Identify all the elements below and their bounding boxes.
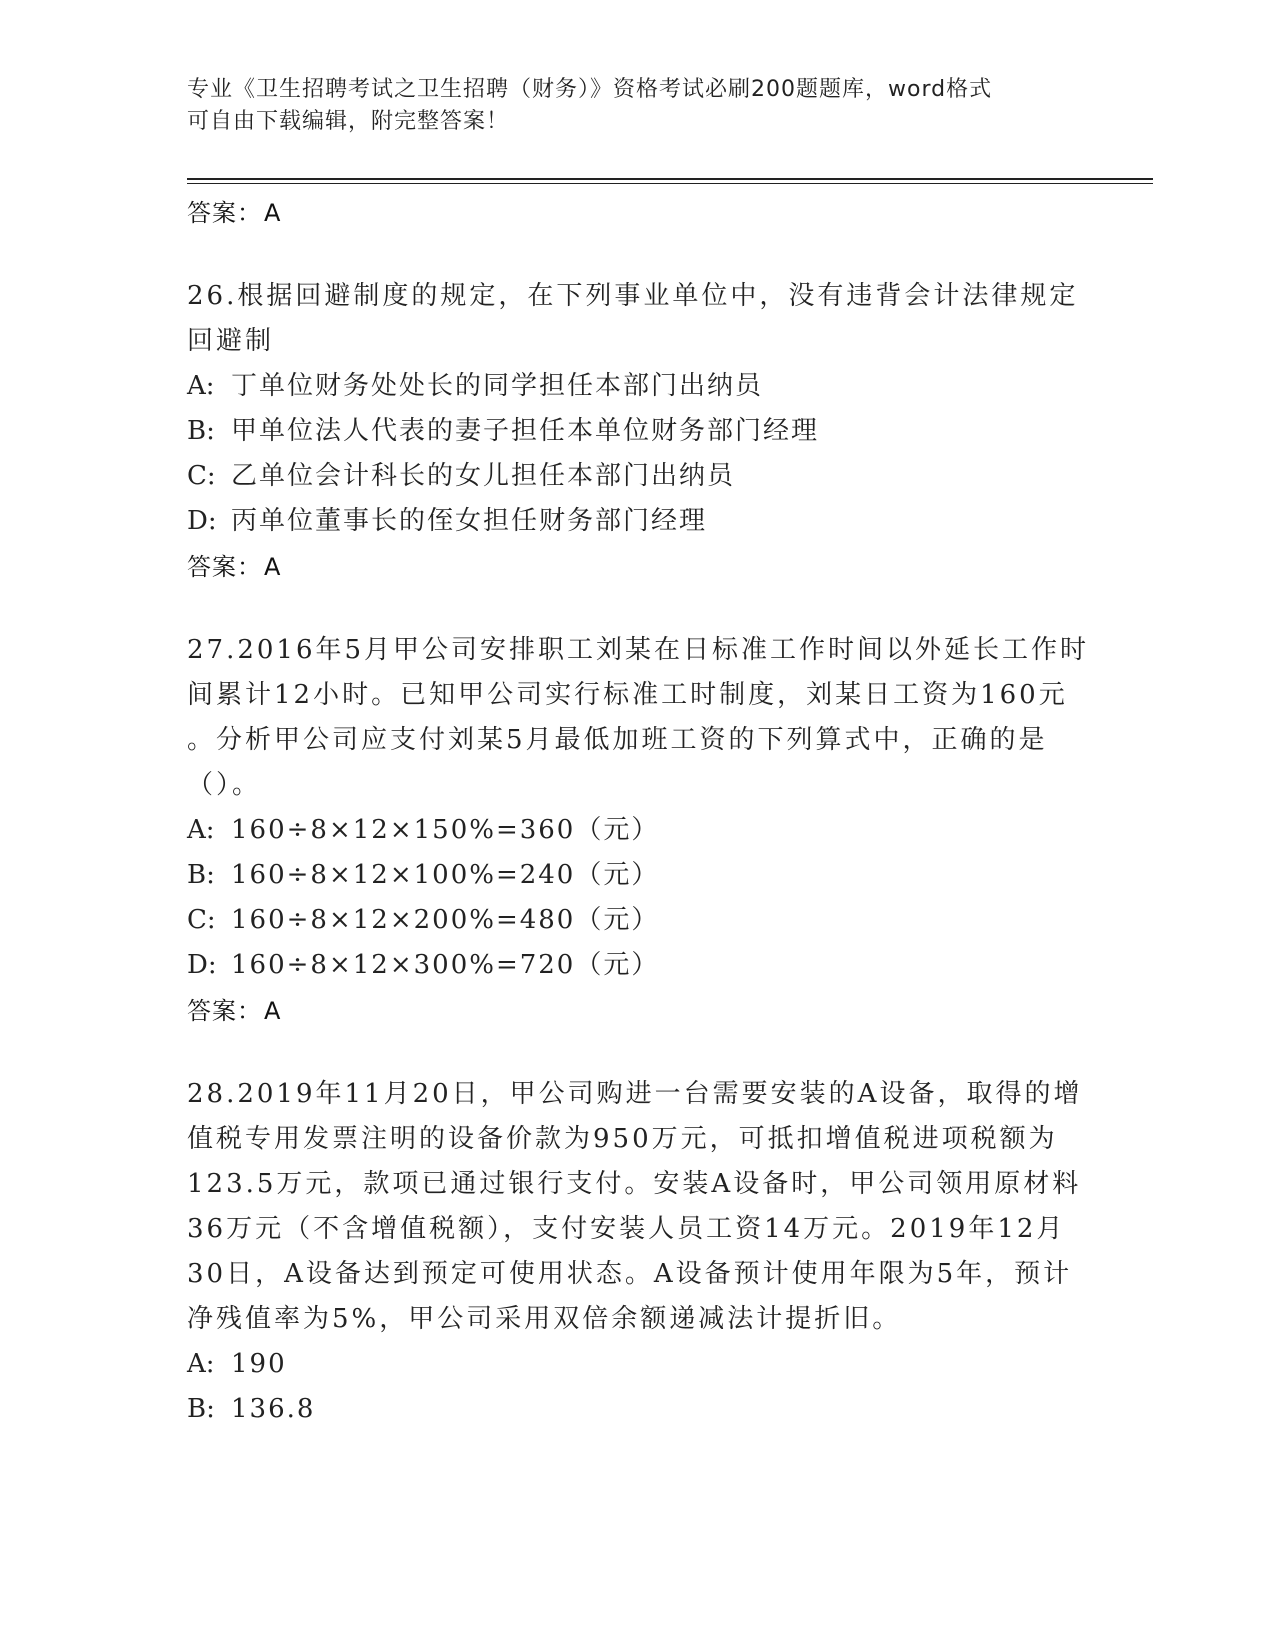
stem-line: 28.2019年11月20日，甲公司购进一台需要安装的A设备，取得的增 <box>187 1079 1083 1109</box>
option-b <box>187 1387 1087 1432</box>
header-line-2: 可自由下载编辑，附完整答案！ <box>187 109 510 134</box>
question-28 <box>187 1072 1087 1432</box>
question-26 <box>187 274 1087 590</box>
option-key: A: <box>187 815 215 845</box>
header-rule-thick <box>187 178 1153 180</box>
header-rule-thin <box>187 183 1153 184</box>
option-b <box>187 853 1087 898</box>
option-text: 160÷8×12×150%=360（元） <box>231 815 660 845</box>
option-key: C: <box>187 905 216 935</box>
stem-line: 。分析甲公司应支付刘某5月最低加班工资的下列算式中，正确的是 <box>187 725 1048 755</box>
option-a <box>187 808 1087 853</box>
option-text: 乙单位会计科长的女儿担任本部门出纳员 <box>231 461 736 491</box>
option-d <box>187 943 1087 988</box>
option-a <box>187 364 1087 409</box>
option-text: 甲单位法人代表的妻子担任本单位财务部门经理 <box>231 416 820 446</box>
stem-line: （）。 <box>187 770 262 800</box>
stem-line: 30日，A设备达到预定可使用状态。A设备预计使用年限为5年，预计 <box>187 1259 1073 1289</box>
answer-line <box>187 544 1087 590</box>
option-key: A: <box>187 1349 215 1379</box>
option-key: A: <box>187 371 215 401</box>
stem-line: 间累计12小时。已知甲公司实行标准工时制度，刘某日工资为160元 <box>187 680 1068 710</box>
option-c <box>187 898 1087 943</box>
option-key: B: <box>187 416 215 446</box>
option-b <box>187 409 1087 454</box>
option-text: 190 <box>231 1349 287 1379</box>
option-c <box>187 454 1087 499</box>
stem-line: 净残值率为5%，甲公司采用双倍余额递减法计提折旧。 <box>187 1304 902 1334</box>
option-key: D: <box>187 506 217 536</box>
stem-line: 123.5万元，款项已通过银行支付。安装A设备时，甲公司领用原材料 <box>187 1169 1082 1199</box>
stem-line: 值税专用发票注明的设备价款为950万元，可抵扣增值税进项税额为 <box>187 1124 1058 1154</box>
question-list <box>187 190 1090 1432</box>
option-text: 丙单位董事长的侄女担任财务部门经理 <box>231 506 708 536</box>
option-text: 136.8 <box>231 1394 316 1424</box>
question-stem <box>187 628 1090 808</box>
answer-label: 答案： <box>187 997 262 1025</box>
header-line-1: 专业《卫生招聘考试之卫生招聘（财务）》资格考试必刷200题题库，word格式 <box>187 77 993 102</box>
option-text: 丁单位财务处处长的同学担任本部门出纳员 <box>231 371 764 401</box>
question-stem <box>187 274 1087 364</box>
question-27 <box>187 628 1090 1034</box>
option-text: 160÷8×12×200%=480（元） <box>231 905 660 935</box>
option-key: B: <box>187 860 215 890</box>
option-key: C: <box>187 461 216 491</box>
option-d <box>187 499 1087 544</box>
option-a <box>187 1342 1087 1387</box>
answer-line <box>187 988 1087 1034</box>
option-text: 160÷8×12×300%=720（元） <box>231 950 660 980</box>
answer-value: A <box>264 553 282 581</box>
stem-line: 26.根据回避制度的规定，在下列事业单位中，没有违背会计法律规定 <box>187 281 1079 311</box>
answer-label: 答案： <box>187 553 262 581</box>
option-text: 160÷8×12×100%=240（元） <box>231 860 660 890</box>
option-key: B: <box>187 1394 215 1424</box>
option-key: D: <box>187 950 217 980</box>
answer-line <box>187 190 1087 236</box>
answer-label: 答案： <box>187 199 262 227</box>
answer-value: A <box>264 199 282 227</box>
answer-value: A <box>264 997 282 1025</box>
question-stem <box>187 1072 1087 1342</box>
stem-line: 36万元（不含增值税额），支付安装人员工资14万元。2019年12月 <box>187 1214 1066 1244</box>
page-header <box>187 74 1087 138</box>
stem-line: 回避制 <box>187 326 275 356</box>
stem-line: 27.2016年5月甲公司安排职工刘某在日标准工作时间以外延长工作时 <box>187 635 1090 665</box>
